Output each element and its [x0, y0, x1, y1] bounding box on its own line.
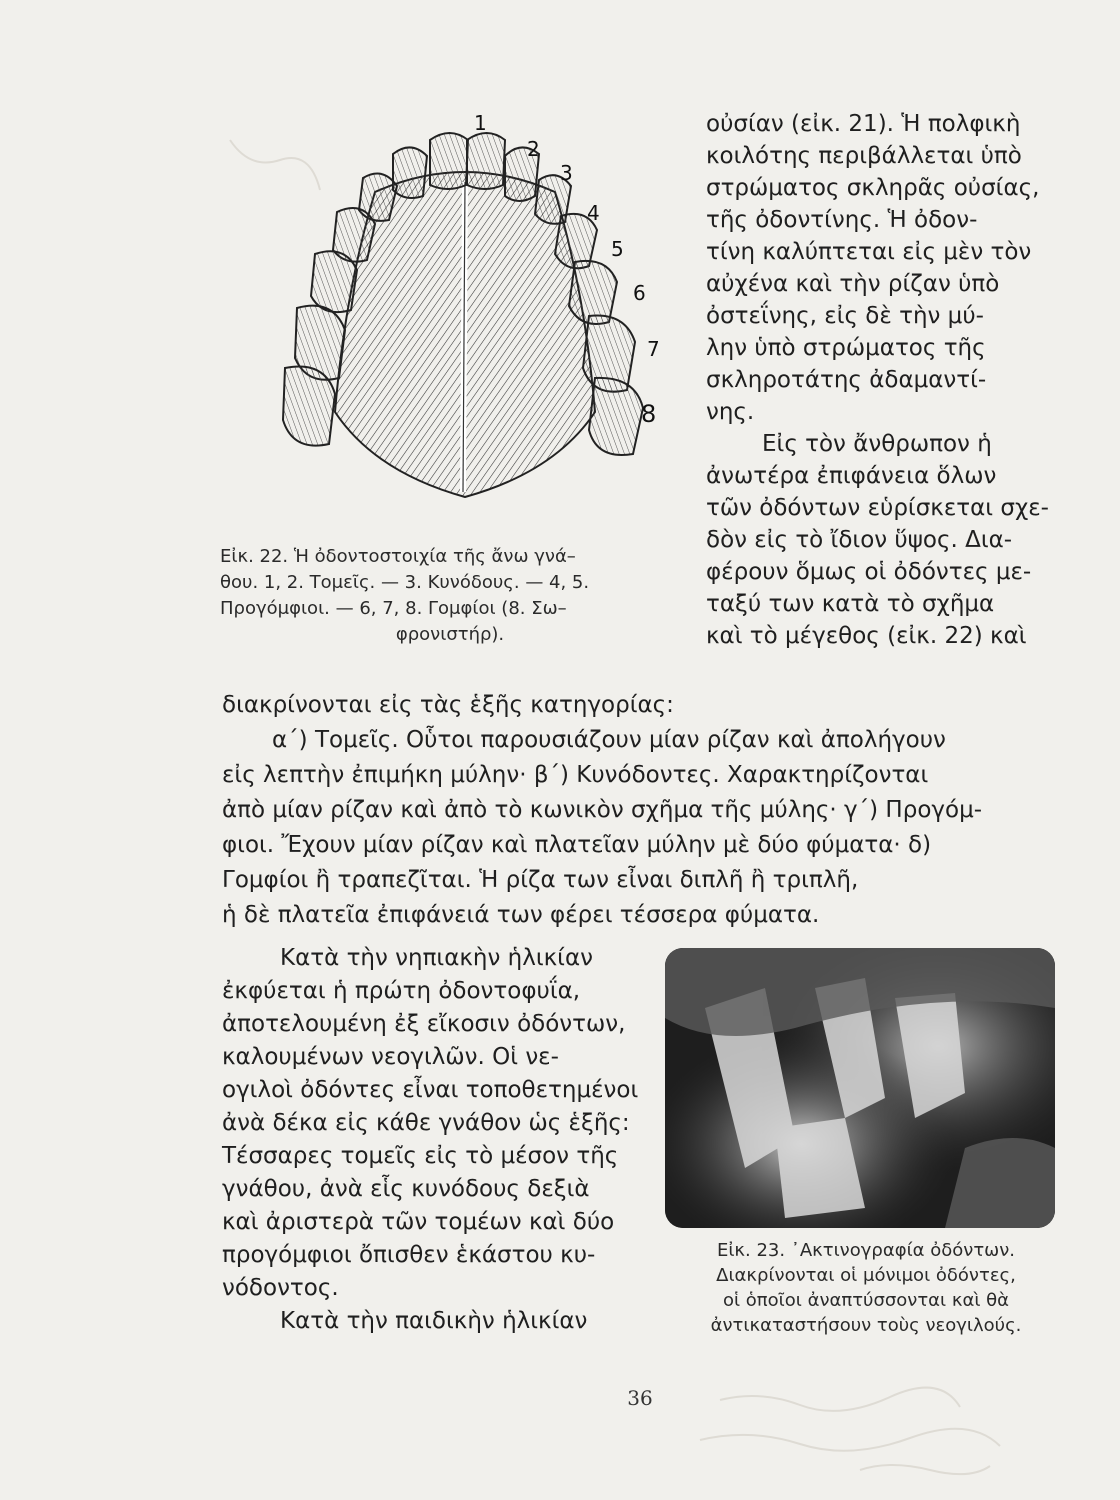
- figure-23-caption: [676, 1238, 1056, 1338]
- text-line: Γομφίοι ἢ τραπεζῖται. Ἡ ρίζα των εἶναι διπλῆ ἢ τριπλῆ,: [222, 867, 859, 893]
- text-line: ἐκφύεται ἡ πρώτη ὀδοντοφυΐα,: [222, 978, 581, 1004]
- fig22-number-1: 1: [474, 112, 487, 135]
- text-line: νόδοντος.: [222, 1275, 339, 1301]
- text-line: γνάθου, ἀνὰ εἷς κυνόδους δεξιὰ: [222, 1176, 590, 1202]
- caption-line: Διακρίνονται οἱ μόνιμοι ὀδόντες,: [716, 1265, 1016, 1286]
- text-line: σκληροτάτης ἀδαμαντί-: [706, 367, 987, 393]
- caption-line: θου. 1, 2. Τομεῖς. — 3. Κυνόδους. — 4, 5.: [220, 572, 590, 593]
- text-line: Κατὰ τὴν παιδικὴν ἡλικίαν: [280, 1308, 588, 1334]
- fig22-number-4: 4: [587, 201, 600, 225]
- text-line: ἀπὸ μίαν ρίζαν καὶ ἀπὸ τὸ κωνικὸν σχῆμα τῆς μύλης· γ΄) Προγόμ-: [222, 797, 983, 823]
- text-line: τίνη καλύπτεται εἰς μὲν τὸν: [706, 239, 1032, 265]
- fig22-number-3: 3: [560, 161, 573, 185]
- text-line: εἰς λεπτὴν ἐπιμήκη μύλην· β΄) Κυνόδοντες. Χαρακτηρίζονται: [222, 762, 929, 788]
- text-line: Κατὰ τὴν νηπιακὴν ἡλικίαν: [280, 945, 593, 971]
- left-column-text: [222, 942, 652, 1338]
- caption-line: φρονιστήρ).: [395, 624, 505, 645]
- text-line: καὶ τὸ μέγεθος (εἰκ. 22) καὶ: [706, 623, 1027, 649]
- dental-arch-illustration: [255, 112, 675, 502]
- text-line: ὀστεΐνης, εἰς δὲ τὴν μύ-: [706, 303, 984, 329]
- caption-line: Προγόμφιοι. — 6, 7, 8. Γομφίοι (8. Σω–: [220, 598, 567, 619]
- figure-22-caption: [220, 544, 680, 648]
- text-line: φιοι. Ἔχουν μίαν ρίζαν καὶ πλατεῖαν μύλην μὲ δύο φύματα· δ): [222, 832, 932, 858]
- text-line: ἀνωτέρα ἐπιφάνεια ὅλων: [706, 463, 997, 489]
- fig22-number-8: 8: [641, 400, 657, 428]
- fig22-number-2: 2: [527, 137, 540, 161]
- text-line: α΄) Τομεῖς. Οὗτοι παρουσιάζουν μίαν ρίζαν καὶ ἀπολήγουν: [272, 727, 946, 753]
- page-number: 36: [627, 1386, 653, 1410]
- text-line: ογιλοὶ ὀδόντες εἶναι τοποθετημένοι: [222, 1077, 639, 1103]
- text-line: κοιλότης περιβάλλεται ὑπὸ: [706, 143, 1022, 169]
- text-line: τῆς ὀδοντίνης. Ἡ ὀδον-: [706, 207, 978, 233]
- text-line: ἡ δὲ πλατεῖα ἐπιφάνειά των φέρει τέσσερα φύματα.: [222, 902, 820, 928]
- text-line: φέρουν ὅμως οἱ ὀδόντες με-: [706, 559, 1032, 585]
- text-line: Εἰς τὸν ἄνθρωπον ἡ: [762, 431, 992, 457]
- text-line: νης.: [706, 399, 755, 425]
- caption-line: ἀντικαταστήσουν τοὺς νεογιλούς.: [710, 1315, 1022, 1336]
- text-line: αὐχένα καὶ τὴν ρίζαν ὑπὸ: [706, 271, 1000, 297]
- full-width-text: [222, 688, 1064, 933]
- caption-line: οἱ ὁποῖοι ἀναπτύσσονται καὶ θὰ: [722, 1290, 1010, 1311]
- text-line: καὶ ἀριστερὰ τῶν τομέων καὶ δύο: [222, 1209, 615, 1235]
- text-line: καλουμένων νεογιλῶν. Οἱ νε-: [222, 1044, 559, 1070]
- fig22-number-6: 6: [633, 281, 646, 305]
- text-line: στρώματος σκληρᾶς οὐσίας,: [706, 175, 1040, 201]
- text-line: διακρίνονται εἰς τὰς ἑξῆς κατηγορίας:: [222, 692, 674, 718]
- caption-line: Εἰκ. 22. Ἡ ὀδοντοστοιχία τῆς ἄνω γνά–: [220, 546, 576, 567]
- text-line: ταξύ των κατὰ τὸ σχῆμα: [706, 591, 995, 617]
- text-line: προγόμφιοι ὄπισθεν ἑκάστου κυ-: [222, 1242, 596, 1268]
- right-column-text: [706, 108, 1061, 652]
- dental-xray-photo: [665, 948, 1055, 1228]
- fig22-number-7: 7: [647, 337, 660, 361]
- text-line: οὐσίαν (εἰκ. 21). Ἡ πολφικὴ: [706, 111, 1021, 137]
- text-line: δὸν εἰς τὸ ἴδιον ὕψος. Δια-: [706, 527, 1013, 553]
- text-line: ἀποτελουμένη ἐξ εἴκοσιν ὀδόντων,: [222, 1011, 626, 1037]
- caption-line: Εἰκ. 23. ᾿Ακτινογραφία ὀδόντων.: [716, 1240, 1016, 1261]
- text-line: τῶν ὀδόντων εὑρίσκεται σχε-: [706, 495, 1049, 521]
- fig22-number-5: 5: [611, 237, 624, 261]
- text-line: Τέσσαρες τομεῖς εἰς τὸ μέσον τῆς: [222, 1143, 619, 1169]
- text-line: ἀνὰ δέκα εἰς κάθε γνάθον ὡς ἑξῆς:: [222, 1110, 630, 1136]
- text-line: λην ὑπὸ στρώματος τῆς: [706, 335, 986, 361]
